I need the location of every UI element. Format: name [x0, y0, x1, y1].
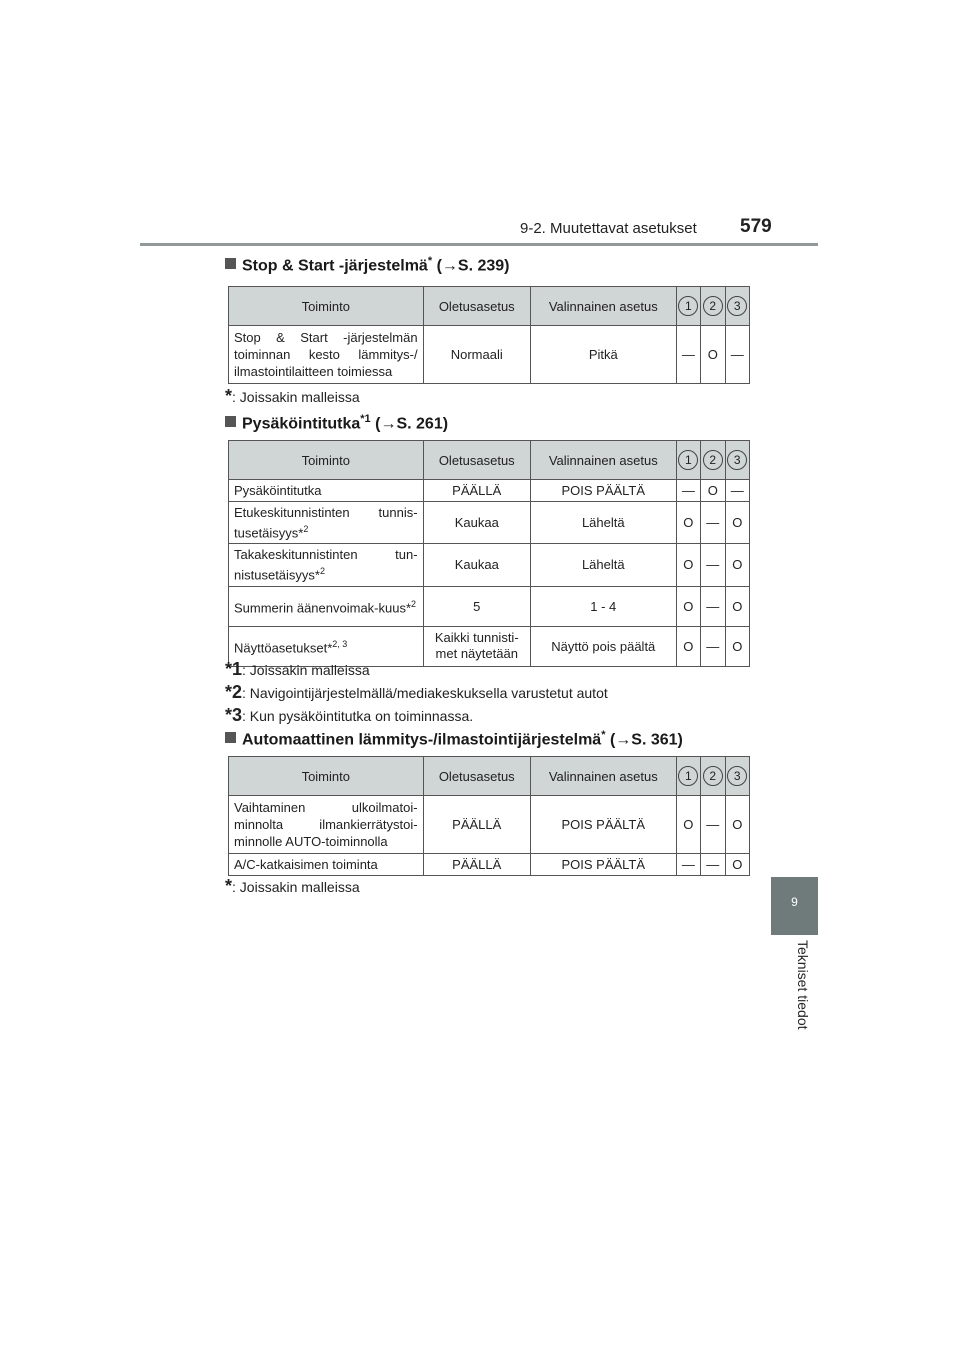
cell-default: Kaukaa	[423, 544, 530, 586]
col-header-1	[676, 287, 700, 326]
cell-function: Summerin äänenvoimak-kuus*$^2$	[229, 586, 424, 626]
circled-number-icon: 2	[703, 450, 723, 470]
col-header-optional: Valinnainen asetus	[530, 441, 676, 480]
table-row	[229, 544, 750, 586]
footnote: *2: Navigointijärjestelmällä/mediakeskuksella varustetut autot	[225, 682, 608, 702]
table-header-row	[229, 441, 750, 480]
cell-setting-1: O	[676, 626, 700, 666]
cell-setting-2: O	[701, 480, 725, 502]
cell-optional: POIS PÄÄLTÄ	[530, 854, 676, 876]
circled-number-icon: 1	[678, 766, 698, 786]
circled-number-icon: 3	[727, 296, 747, 316]
col-header-2	[701, 287, 725, 326]
cell-optional: POIS PÄÄLTÄ	[530, 796, 676, 854]
col-header-function: Toiminto	[229, 757, 424, 796]
col-header-default: Oletusasetus	[423, 441, 530, 480]
cell-optional: POIS PÄÄLTÄ	[530, 480, 676, 502]
cell-setting-2: —	[701, 502, 725, 544]
table-header-row	[229, 757, 750, 796]
cell-default: Normaali	[423, 326, 530, 384]
bullet-square-icon	[225, 732, 236, 743]
settings-table-parking-sensor	[228, 440, 750, 667]
table-row	[229, 854, 750, 876]
cell-default: PÄÄLLÄ	[423, 480, 530, 502]
chapter-label	[783, 940, 811, 1040]
cell-default: 5	[423, 586, 530, 626]
cell-setting-1: O	[676, 502, 700, 544]
settings-table-stop-start	[228, 286, 750, 384]
cell-setting-3: O	[725, 544, 750, 586]
section-title-stop-start: Stop & Start -järjestelmä* (→S. 239)	[225, 255, 509, 275]
cell-setting-3: O	[725, 502, 750, 544]
section-title-climate: Automaattinen lämmitys-/ilmastointijärjestelmä* (→S. 361)	[225, 729, 683, 749]
cell-setting-3: O	[725, 586, 750, 626]
cell-function: Vaihtaminen ulkoilmatoi-minnolta ilmankierrätystoi-minnolle AUTO-toiminnolla	[229, 796, 424, 854]
page-number: 579	[740, 216, 772, 237]
page-reference: (→S. 361)	[609, 731, 683, 749]
chapter-number: 9	[791, 895, 798, 909]
footnote: *: Joissakin malleissa	[225, 386, 360, 406]
col-header-3	[725, 757, 750, 796]
footnote: *: Joissakin malleissa	[225, 876, 360, 896]
section-header: 9-2. Muutettavat asetukset	[520, 220, 697, 237]
cell-setting-1: O	[676, 586, 700, 626]
col-header-3	[725, 287, 750, 326]
cell-optional: Läheltä	[530, 544, 676, 586]
table-row	[229, 796, 750, 854]
footnote: *1: Joissakin malleissa	[225, 659, 370, 679]
circled-number-icon: 3	[727, 766, 747, 786]
col-header-1	[676, 441, 700, 480]
cell-setting-1: —	[676, 854, 700, 876]
cell-setting-3: —	[725, 480, 750, 502]
cell-setting-3: —	[725, 326, 750, 384]
cell-function: Näyttöasetukset*$^{2, 3}$	[229, 626, 424, 666]
cell-setting-2: —	[701, 586, 725, 626]
chapter-label-text: Tekniset tiedot	[795, 940, 811, 1030]
cell-setting-2: —	[701, 626, 725, 666]
circled-number-icon: 3	[727, 450, 747, 470]
cell-setting-1: O	[676, 796, 700, 854]
cell-optional: Läheltä	[530, 502, 676, 544]
cell-function: A/C-katkaisimen toiminta	[229, 854, 424, 876]
col-header-default: Oletusasetus	[423, 287, 530, 326]
footnote: *3: Kun pysäköintitutka on toiminnassa.	[225, 705, 474, 725]
cell-setting-2: O	[701, 326, 725, 384]
cell-setting-2: —	[701, 796, 725, 854]
cell-setting-1: —	[676, 326, 700, 384]
cell-default: Kaukaa	[423, 502, 530, 544]
table-row	[229, 586, 750, 626]
cell-setting-3: O	[725, 796, 750, 854]
table-header-row	[229, 287, 750, 326]
cell-function: Takakeskitunnistinten tun-nistusetäisyys*$^2$	[229, 544, 424, 586]
page-reference: (→S. 239)	[436, 257, 510, 275]
cell-optional: Pitkä	[530, 326, 676, 384]
cell-setting-2: —	[701, 854, 725, 876]
col-header-3	[725, 441, 750, 480]
col-header-1	[676, 757, 700, 796]
table-row	[229, 326, 750, 384]
col-header-optional: Valinnainen asetus	[530, 287, 676, 326]
cell-optional: Näyttö pois päältä	[530, 626, 676, 666]
bullet-square-icon	[225, 416, 236, 427]
cell-optional: 1 - 4	[530, 586, 676, 626]
col-header-optional: Valinnainen asetus	[530, 757, 676, 796]
cell-setting-1: —	[676, 480, 700, 502]
col-header-2	[701, 441, 725, 480]
col-header-function: Toiminto	[229, 441, 424, 480]
col-header-default: Oletusasetus	[423, 757, 530, 796]
cell-setting-3: O	[725, 854, 750, 876]
cell-function: Pysäköintitutka	[229, 480, 424, 502]
col-header-function: Toiminto	[229, 287, 424, 326]
cell-default: Kaikki tunnisti-met näytetään	[423, 626, 530, 666]
circled-number-icon: 1	[678, 450, 698, 470]
cell-setting-2: —	[701, 544, 725, 586]
header-divider	[140, 243, 818, 246]
bullet-square-icon	[225, 258, 236, 269]
circled-number-icon: 2	[703, 766, 723, 786]
col-header-2	[701, 757, 725, 796]
circled-number-icon: 1	[678, 296, 698, 316]
cell-function: Stop & Start -järjestelmän toiminnan kesto lämmitys-/ ilmastointilaitteen toimiessa	[229, 326, 424, 384]
cell-default: PÄÄLLÄ	[423, 854, 530, 876]
section-title-parking-sensor: Pysäköintitutka$^{*1}$ (→S. 261)	[225, 413, 448, 433]
settings-table-climate	[228, 756, 750, 876]
table-row	[229, 480, 750, 502]
cell-setting-1: O	[676, 544, 700, 586]
cell-default: PÄÄLLÄ	[423, 796, 530, 854]
page-reference: (→S. 261)	[375, 415, 449, 433]
circled-number-icon: 2	[703, 296, 723, 316]
cell-function: Etukeskitunnistinten tunnis-tusetäisyys*$^2$	[229, 502, 424, 544]
chapter-tab	[771, 877, 818, 935]
cell-setting-3: O	[725, 626, 750, 666]
table-row	[229, 502, 750, 544]
